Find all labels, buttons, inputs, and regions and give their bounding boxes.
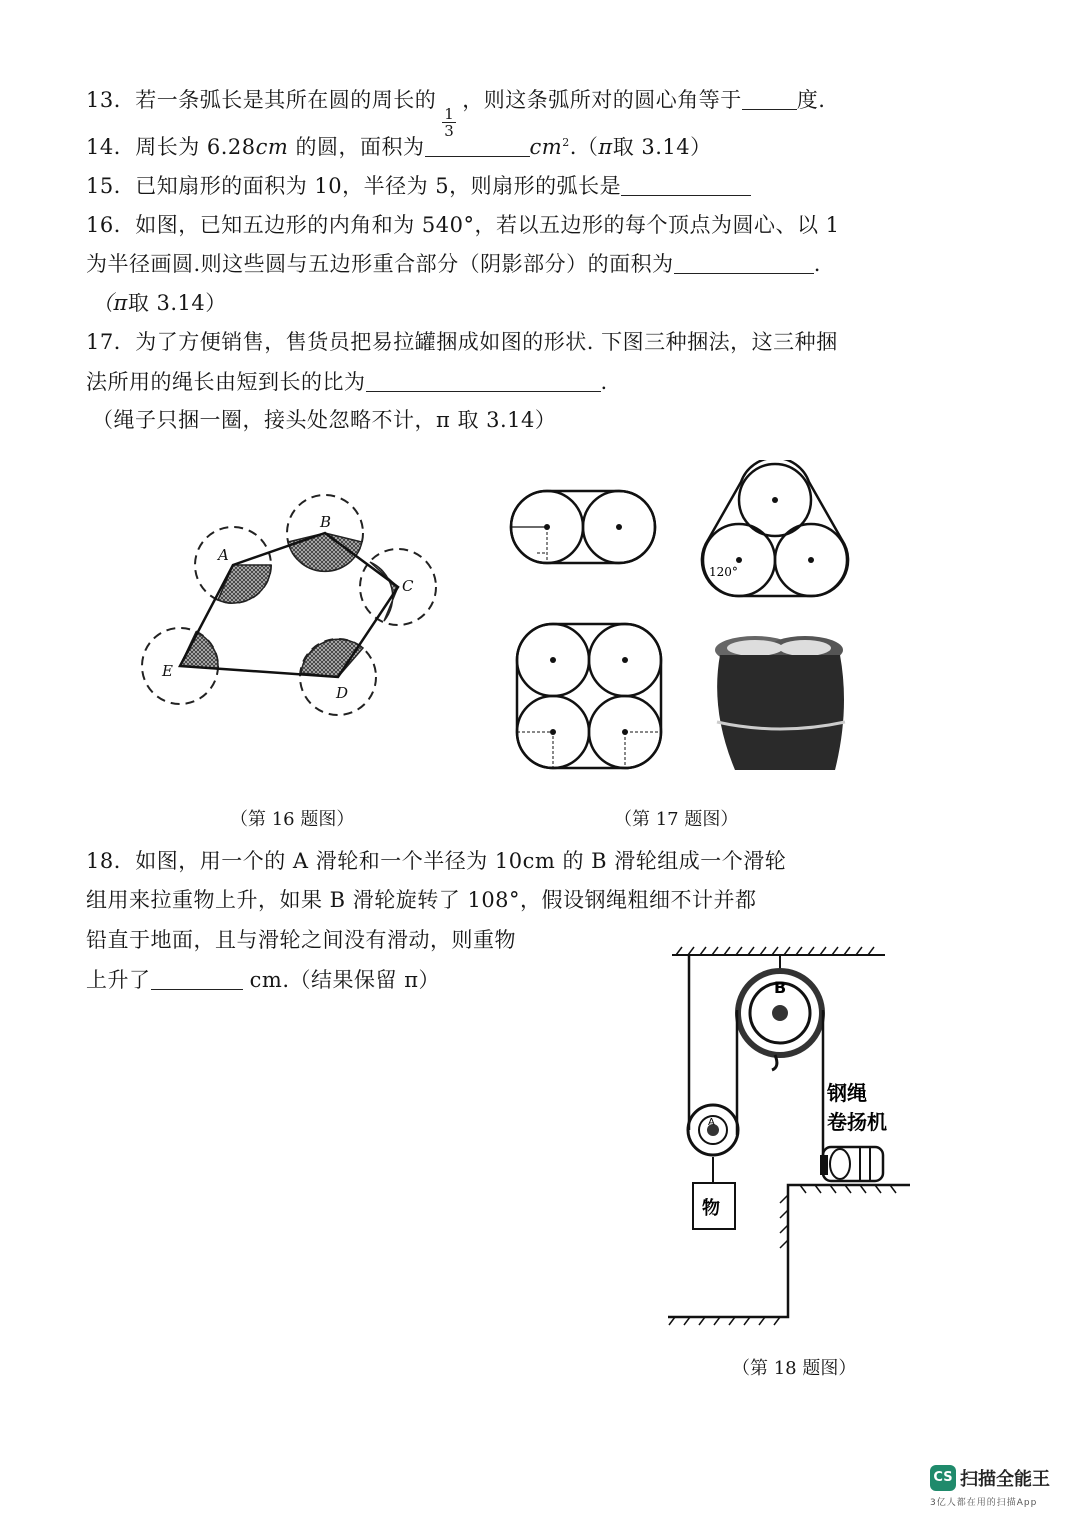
- figure-17-caption: （第 17 题图）: [614, 809, 739, 830]
- answer-blank: [151, 969, 243, 990]
- q14-text-b: 的圆，面积为: [288, 135, 425, 159]
- answer-blank: [366, 371, 601, 392]
- watermark-tagline: 3亿人都在用的扫描App: [930, 1498, 1038, 1508]
- q17-text: 法所用的绳长由短到长的比为: [86, 370, 366, 394]
- q16-end: .: [813, 252, 821, 276]
- q18-text: 上升了: [86, 968, 151, 992]
- cs-logo-icon: CS: [930, 1465, 956, 1491]
- scanner-watermark: [930, 1465, 1050, 1508]
- question-18-line3: 铅直于地面，且与滑轮之间没有滑动，则重物: [86, 928, 516, 952]
- q13-text-c: 度.: [796, 88, 826, 112]
- answer-blank: [425, 136, 530, 157]
- figure-16-pentagon: [130, 490, 450, 720]
- vertex-label-e: E: [162, 662, 173, 680]
- question-18-line1: 18．如图，用一个的 A 滑轮和一个半径为 10cm 的 B 滑轮组成一个滑轮: [86, 849, 787, 873]
- numerator: 1: [444, 105, 455, 123]
- rope-label: 钢绳: [827, 1081, 867, 1105]
- vertex-label-d: D: [336, 684, 349, 702]
- answer-blank: [674, 253, 814, 274]
- question-15: [86, 170, 751, 200]
- q15-text: 15．已知扇形的面积为 10，半径为 5，则扇形的弧长是: [86, 174, 622, 198]
- pulley-b-label: B: [774, 978, 787, 997]
- question-16-line1: 16．如图，已知五边形的内角和为 540°，若以五边形的每个顶点为圆心、以 1: [86, 213, 840, 237]
- q14-text-d: .（: [569, 135, 599, 159]
- answer-blank: [621, 175, 751, 196]
- q18-text-b: cm.（结果保留 π）: [242, 968, 441, 992]
- question-16-line2: [86, 248, 821, 278]
- answer-blank: [742, 89, 797, 110]
- pulley-a-label: A: [708, 1117, 715, 1128]
- q14-pi: π: [598, 135, 613, 159]
- question-17-line3: （绳子只捆一圈，接头处忽略不计，π 取 3.14）: [92, 408, 557, 432]
- figure-17-cans: [505, 460, 865, 780]
- winch-label: 卷扬机: [827, 1110, 887, 1134]
- q14-sup: 2: [562, 136, 570, 149]
- question-17-line1: 17．为了方便销售，售货员把易拉罐捆成如图的形状. 下图三种捆法，这三种捆: [86, 330, 838, 354]
- vertex-label-c: C: [402, 577, 414, 595]
- figure-18-caption: （第 18 题图）: [732, 1358, 857, 1379]
- q16-pi: （π: [92, 291, 128, 315]
- figure-18-pulley: [660, 935, 920, 1335]
- denominator: 3: [444, 122, 455, 140]
- watermark-name: 扫描全能王: [960, 1469, 1050, 1490]
- vertex-label-b: B: [320, 513, 332, 531]
- question-18-line4: [86, 964, 440, 994]
- weight-label: 物: [702, 1198, 720, 1219]
- q13-text-b: ，则这条弧所对的圆心角等于: [462, 88, 742, 112]
- q14-unit: cm: [255, 135, 289, 159]
- question-16-line3: [92, 287, 227, 317]
- q13-text: 13．若一条弧长是其所在圆的周长的: [86, 88, 437, 112]
- q16-text: 为半径画圆.则这些圆与五边形重合部分（阴影部分）的面积为: [86, 252, 674, 276]
- question-18-line2: 组用来拉重物上升，如果 B 滑轮旋转了 108°，假设钢绳粗细不计并都: [86, 888, 757, 912]
- q14-unit-c: cm: [529, 135, 563, 159]
- angle-label: 120°: [709, 565, 738, 579]
- question-17-line2: [86, 366, 608, 396]
- figure-16-caption: （第 16 题图）: [230, 809, 355, 830]
- vertex-label-a: A: [218, 546, 229, 564]
- question-14: [86, 131, 712, 161]
- q14-text: 14．周长为 6.28: [86, 135, 256, 159]
- q14-text-e: 取 3.14）: [612, 135, 712, 159]
- bundled-cans-photo: [715, 636, 845, 770]
- q17-end: .: [600, 370, 608, 394]
- q16-line3: 取 3.14）: [127, 291, 227, 315]
